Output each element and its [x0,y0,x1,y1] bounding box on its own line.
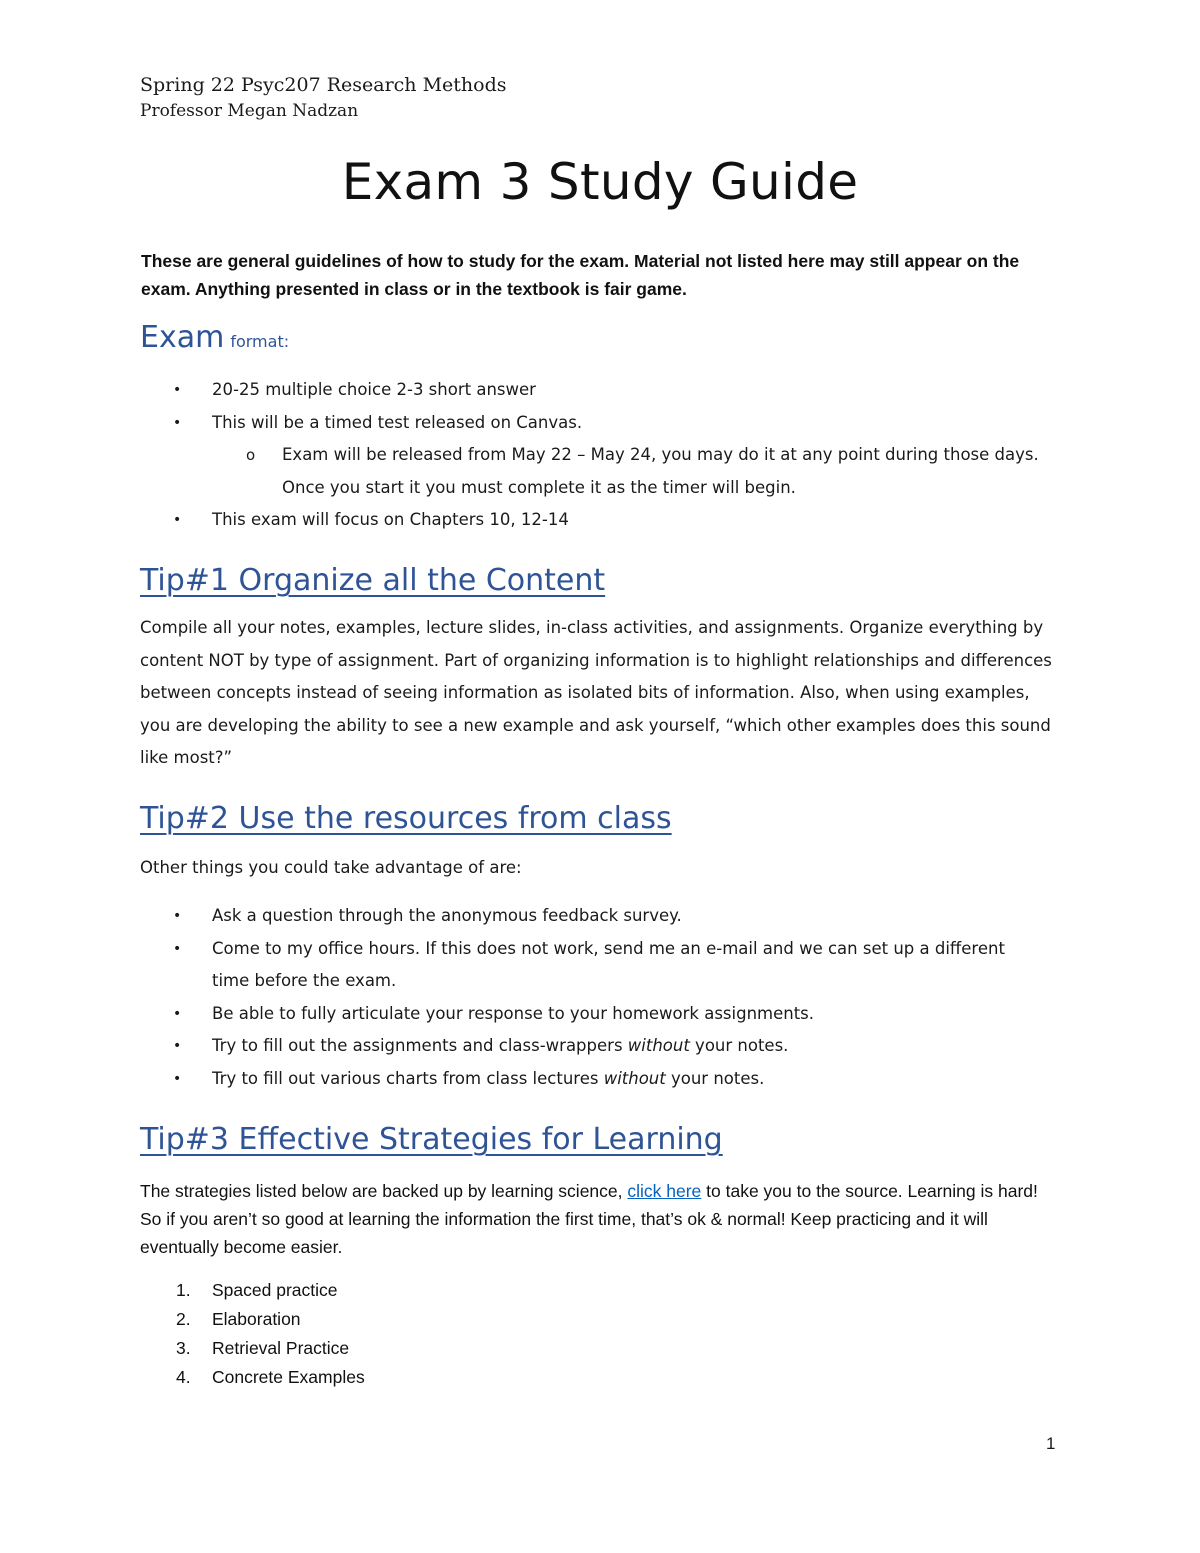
tip3-heading: Tip#3 Effective Strategies for Learning [140,1122,723,1157]
list-item-text: Elaboration [212,1309,301,1329]
bullet-icon: • [173,908,182,924]
list-number: 1. [176,1280,191,1300]
list-item-text: Spaced practice [212,1280,338,1300]
tip3-text-after-link: to take you to the source. Learning is hard! So if you aren’t so good at learning the information the first time, that’s ok & normal! Keep practicing and it will eventually become easier. [140,1181,1038,1257]
list-item [140,1363,365,1392]
list-item-text: Retrieval Practice [212,1338,350,1358]
list-item-text: This will be a timed test released on Canvas. [212,412,583,432]
bullet-icon: • [173,512,182,528]
list-sub-item [140,439,1052,504]
tip1-heading: Tip#1 Organize all the Content [140,563,606,598]
exam-format-heading-big: Exam [140,320,225,355]
course-line: Spring 22 Psyc207 Research Methods [140,74,507,96]
tip2-heading: Tip#2 Use the resources from class [140,801,672,836]
list-item-text: 20-25 multiple choice 2-3 short answer [212,380,536,399]
bullet-icon: • [173,940,182,957]
list-item-text: Exam will be released from May 22 – May 24, you may do it at any point during those days. Once you start it you must complete it as the timer will begin. [282,445,1039,497]
exam-format-list [140,374,1052,537]
bullet-icon: • [173,1038,182,1054]
list-item-emphasis: without [627,1036,690,1055]
list-item-text: Be able to fully articulate your response to your homework assignments. [212,1003,815,1023]
list-item [140,1276,365,1305]
list-item [140,504,1052,537]
sub-bullet-icon: o [246,446,256,464]
list-item-text: Concrete Examples [212,1367,365,1387]
list-item-emphasis: without [603,1068,666,1088]
exam-format-heading [140,320,289,355]
list-item [140,1334,365,1363]
bullet-icon: • [173,382,182,398]
document-header [140,72,507,124]
intro-paragraph: These are general guidelines of how to study for the exam. Material not listed here may still appear on the exam. Anything presented in class or in the textbook is fair game. [141,251,1020,299]
list-item [140,374,1052,407]
tip3-text-before-link: The strategies listed below are backed up by learning science, [140,1181,628,1201]
list-item-text-before: Try to fill out various charts from class lectures [212,1068,604,1088]
list-number: 4. [176,1367,191,1387]
bullet-icon: • [173,1005,182,1022]
list-item [140,407,1052,440]
list-item [140,998,1012,1031]
resources-list [140,900,1012,1095]
list-item [140,933,1012,998]
list-item [140,1030,1012,1063]
strategies-list [140,1276,365,1392]
list-item-text: Come to my office hours. If this does not work, send me an e-mail and we can set up a different time before the exam. [212,938,1005,990]
list-item [140,1063,1012,1096]
list-item-text-after: your notes. [665,1068,765,1088]
tip1-paragraph: Compile all your notes, examples, lecture slides, in-class activities, and assignments. Organize everything by content NOT by type of assignment. Part of organizing information is to highlight relationships and differences between concepts instead of seeing information as isolated bits of information. Also, when using examples, you are developing the ability to see a new example and ask yourself, “which other examples does this sound like most?” [140,618,1052,767]
list-item-text-after: your notes. [689,1036,789,1055]
list-number: 3. [176,1338,191,1358]
page-title: Exam 3 Study Guide [341,153,859,211]
exam-format-heading-small: format: [230,332,290,351]
tip3-paragraph [140,1177,1060,1261]
source-link[interactable]: click here [627,1181,702,1201]
list-item-text-before: Try to fill out the assignments and class-wrappers [212,1036,628,1055]
list-number: 2. [176,1309,191,1329]
list-item-text: This exam will focus on Chapters 10, 12-14 [212,510,569,529]
tip2-lead: Other things you could take advantage of are: [140,858,522,877]
list-item-text: Ask a question through the anonymous feedback survey. [212,906,682,925]
bullet-icon: • [173,1070,182,1087]
bullet-icon: • [173,414,182,431]
page-number: 1 [1046,1434,1056,1453]
list-item [140,1305,365,1334]
professor-line: Professor Megan Nadzan [140,101,359,121]
list-item [140,900,1012,933]
